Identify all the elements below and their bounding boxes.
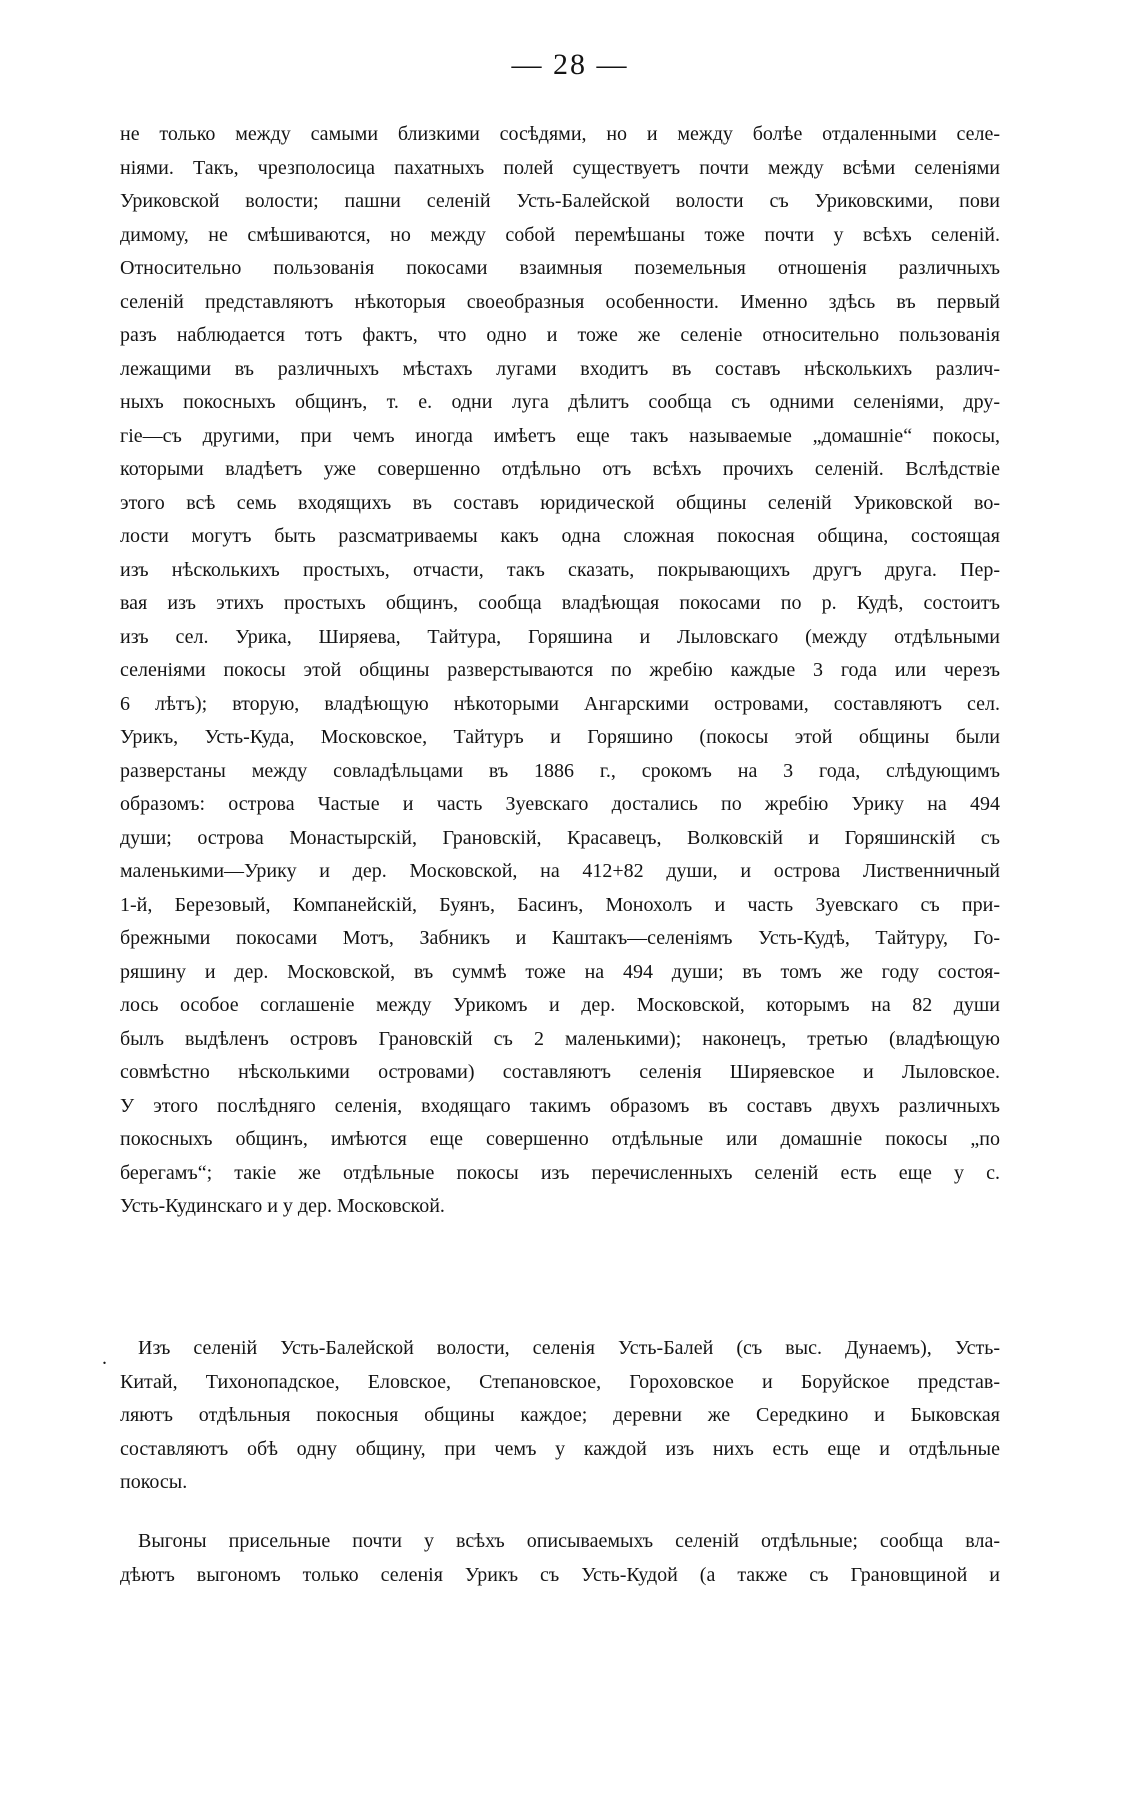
text-line: Выгоны присельные почти у всѣхъ описываемыхъ селеній отдѣльные; сообща вла- <box>138 1530 1000 1552</box>
text-line: димому, не смѣшиваются, но между собой перемѣшаны тоже почти у всѣхъ селеній. <box>120 223 1000 246</box>
text-line: Урикъ, Усть-Куда, Московское, Тайтуръ и Горяшино (покосы этой общины были <box>120 726 1000 748</box>
text-line: ныхъ покосныхъ общинъ, т. е. одни луга дѣлитъ сообща съ одними селеніями, дру- <box>120 391 1000 413</box>
margin-dot: . <box>102 1347 107 1369</box>
text-line: ніями. Такъ, чрезполосица пахатныхъ полей существуетъ почти между всѣми селеніями <box>120 156 1000 179</box>
text-line: совмѣстно нѣсколькими островами) составляютъ селенія Ширяевское и Лыловское. <box>120 1061 1000 1083</box>
text-line: Уриковской волости; пашни селеній Усть-Балейской волости съ Уриковскими, пови <box>120 190 1000 212</box>
text-line: Изъ селеній Усть-Балейской волости, селенія Усть-Балей (съ выс. Дунаемъ), Усть- <box>138 1337 1000 1359</box>
text-line: разъ наблюдается тотъ фактъ, что одно и тоже же селеніе относительно пользованія <box>120 324 1000 346</box>
text-line: У этого послѣдняго селенія, входящаго такимъ образомъ въ составъ двухъ различныхъ <box>120 1094 1000 1117</box>
text-line: изъ нѣсколькихъ простыхъ, отчасти, такъ сказать, покрывающихъ другъ друга. Пер- <box>120 558 1000 581</box>
text-line: Китай, Тихонопадское, Еловское, Степановское, Гороховское и Боруйское представ- <box>120 1370 1000 1393</box>
text-line: селеніями покосы этой общины разверстываются по жребію каждые 3 года или черезъ <box>120 659 1000 681</box>
paragraph-3 <box>120 1525 1000 1592</box>
text-line: былъ выдѣленъ островъ Грановскій съ 2 маленькими); наконецъ, третью (владѣющую <box>120 1027 1000 1050</box>
text-line: вая изъ этихъ простыхъ общинъ, сообща владѣющая покосами по р. Кудѣ, состоитъ <box>120 592 1000 614</box>
text-line: 6 лѣтъ); вторую, владѣющую нѣкоторыми Ангарскими островами, составляютъ сел. <box>120 692 1000 715</box>
text-line: не только между самыми близкими сосѣдями, но и между болѣе отдаленными селе- <box>120 123 1000 145</box>
text-line: ряшину и дер. Московской, въ суммѣ тоже на 494 души; въ томъ же году состоя- <box>120 960 1000 983</box>
text-line: маленькими—Урику и дер. Московской, на 412+82 души, и острова Лиственничный <box>120 860 1000 882</box>
text-line: гіе—съ другими, при чемъ иногда имѣетъ еще такъ называемые „домашніе“ покосы, <box>120 424 1000 447</box>
text-line: покосы. <box>120 1471 188 1493</box>
text-line: составляютъ обѣ одну общину, при чемъ у каждой изъ нихъ есть еще и отдѣльные <box>120 1437 1000 1460</box>
text-line: ляютъ отдѣльныя покосныя общины каждое; деревни же Середкино и Быковская <box>120 1404 1000 1426</box>
text-line: Относительно пользованія покосами взаимныя поземельныя отношенія различныхъ <box>120 257 1000 279</box>
text-line: лежащими въ различныхъ мѣстахъ лугами входитъ въ составъ нѣсколькихъ различ- <box>120 357 1000 380</box>
text-line: изъ сел. Урика, Ширяева, Тайтура, Горяшина и Лыловскаго (между отдѣльными <box>120 625 1000 648</box>
text-line: 1-й, Березовый, Компанейскій, Буянъ, Басинъ, Монохолъ и часть Зуевскаго съ при- <box>120 893 1000 916</box>
text-line: покосныхъ общинъ, имѣются еще совершенно отдѣльные или домашніе покосы „по <box>120 1128 1000 1150</box>
text-line: лости могутъ быть разсматриваемы какъ одна сложная покосная община, состоящая <box>120 525 1000 547</box>
text-line: души; острова Монастырскій, Грановскій, Красавецъ, Волковскій и Горяшинскій съ <box>120 826 1000 849</box>
text-line: берегамъ“; такіе же отдѣльные покосы изъ перечисленныхъ селеній есть еще у с. <box>120 1161 1000 1184</box>
text-line: лось особое соглашеніе между Урикомъ и дер. Московской, которымъ на 82 души <box>120 994 1000 1016</box>
paragraph-2 <box>120 1332 1000 1500</box>
text-line: Усть-Кудинскаго и у дер. Московской. <box>120 1195 445 1217</box>
text-line: этого всѣ семь входящихъ въ составъ юридической общины селеній Уриковской во- <box>120 491 1000 514</box>
paragraph-1 <box>120 118 1000 1224</box>
text-line: образомъ: острова Частые и часть Зуевскаго достались по жребію Урику на 494 <box>120 793 1000 815</box>
text-line: которыми владѣетъ уже совершенно отдѣльно отъ всѣхъ прочихъ селеній. Вслѣдствіе <box>120 458 1000 480</box>
text-line: брежными покосами Мотъ, Забникъ и Каштакъ—селеніямъ Усть-Кудѣ, Тайтуру, Го- <box>120 927 1000 949</box>
text-line: дѣютъ выгономъ только селенія Урикъ съ Усть-Кудой (а также съ Грановщиной и <box>120 1563 1000 1586</box>
text-line: селеній представляютъ нѣкоторыя своеобразныя особенности. Именно здѣсь въ первый <box>120 290 1000 313</box>
text-line: разверстаны между совладѣльцами въ 1886 г., срокомъ на 3 года, слѣдующимъ <box>120 759 1000 782</box>
page-number: — 28 — <box>511 48 629 81</box>
